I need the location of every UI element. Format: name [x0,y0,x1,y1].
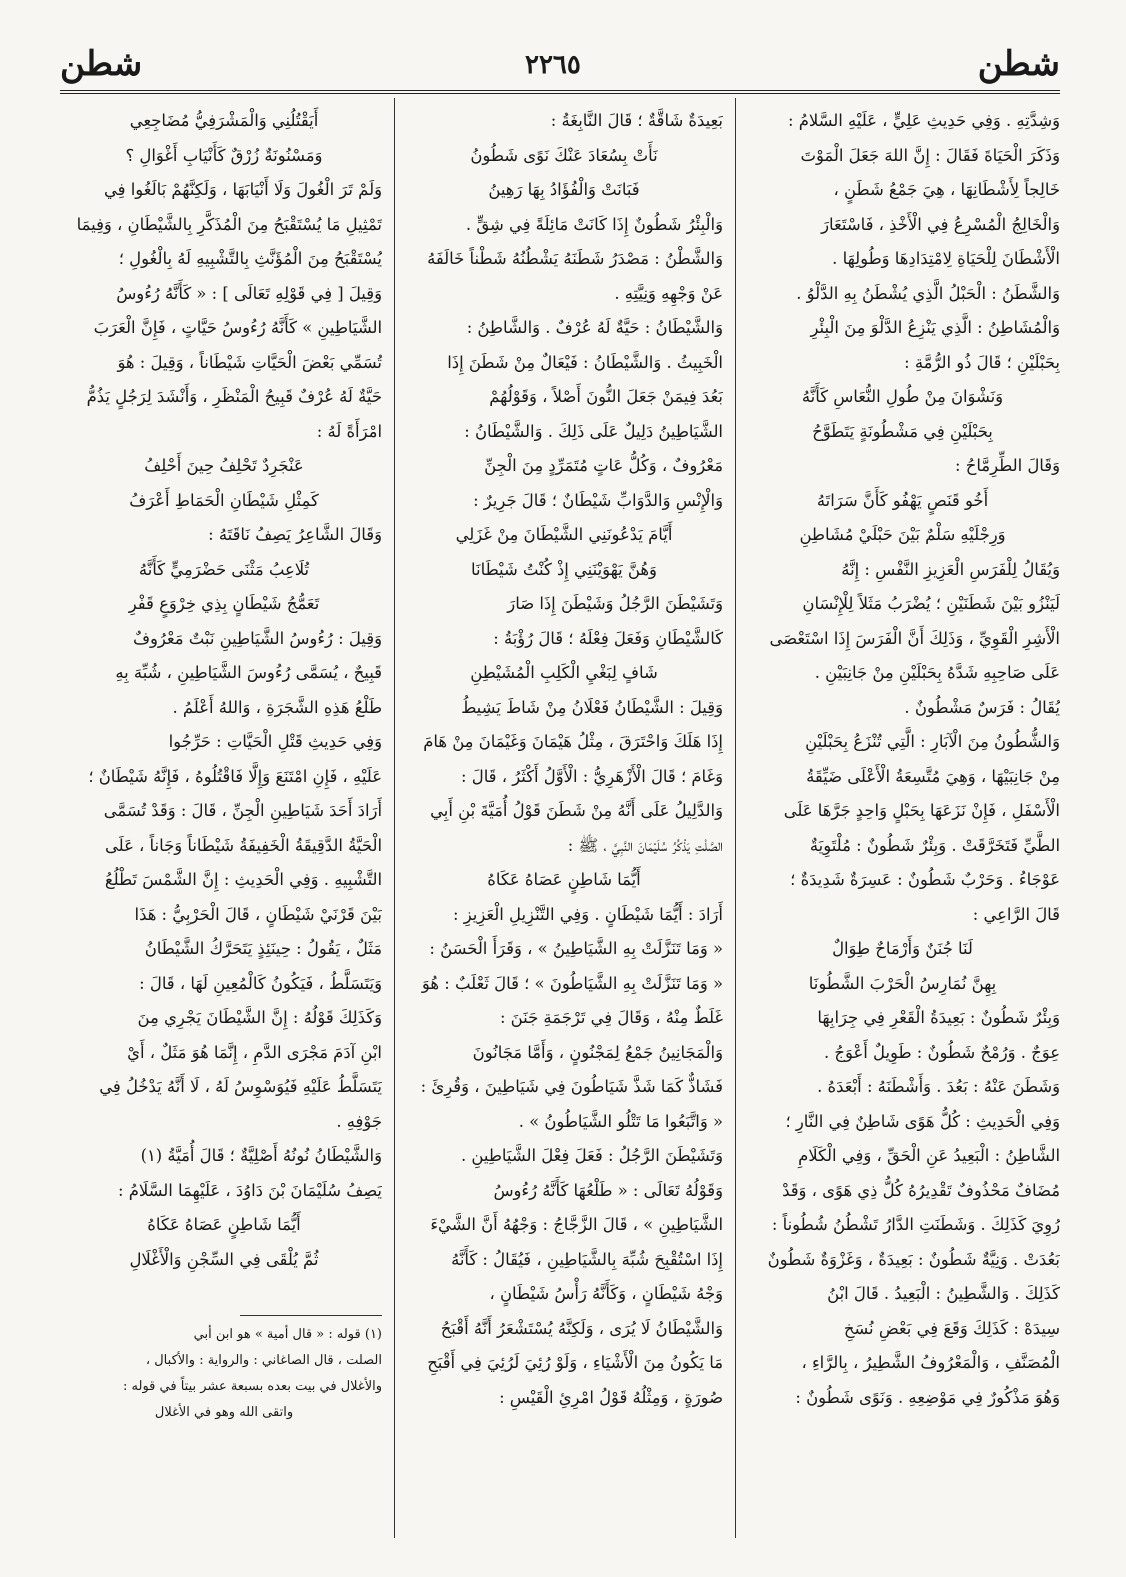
text-line: وَقَوْلُهُ تَعَالَى : « طَلْعُهَا كَأَنَّهُ رُءُوسُ [493,1180,723,1200]
text-line: وَذَكَرَ الْحَيَاةَ فَقَالَ : إِنَّ اللهَ جَعَلَ الْمَوْتَ [800,145,1060,165]
column-middle [405,104,723,1534]
text-line: عَنْجَرِدٌ تَحْلِفُ حِينَ أَحْلِفُ [144,456,304,475]
text-line: وَنَشْوَانَ مِنْ طُولِ النُّعَاسِ كَأَنَّهُ [801,387,1004,406]
text-line: الْحَيَّةُ الدَّقِيقَةُ الْخَفِيفَةُ شَيْطَاناً وَجَاناً ، عَلَى [104,835,382,855]
text-line: وَشِدَّتِهِ . وَفِي حَدِيثِ عَلِيٍّ ، عَلَيْهِ السَّلامُ : [787,111,1060,130]
text-line: تَعَمُّجُ شَيْطَانٍ بِذِي خِرْوَعٍ قَفْرِ [128,594,320,613]
text-line: نَأَتْ بِسُعَادَ عَنْكَ نَوًى شَطُونُ [470,145,658,165]
text-line: الشَّيَاطِينِ » كَأَنَّهُ رُءُوسُ حَيَّاتٍ ، فَإِنَّ الْعَرَبَ [93,318,382,337]
text-line: ثُمَّ يُلْقَى فِي السِّجْنِ وَالْأَغْلَالِ [129,1249,319,1269]
text-line: الْأَسْفَلِ ، فَإِنْ نَزَعَهَا بِحَبْلٍ وَاحِدٍ جَرَّهَا عَلَى [783,801,1060,820]
footnote [66,1322,382,1426]
text-line: مَا يَكُونُ مِنَ الْأَشْيَاءِ ، وَلَوْ رُئِيَ لَرُئِيَ فِي أَقْبَحِ [427,1353,723,1372]
text-line: الطَّيِّ فَتَخَرَّقَتْ . وَبِئْرٌ شَطُونٌ : مُلْتَوِيَةٌ [809,835,1060,855]
header-word-right: شطن [977,44,1060,84]
header-word-left: شطن [60,44,143,84]
text-line: وَفِي الْحَدِيثِ : كُلُّ هَوًى شَاطِنٌ فِي النَّارِ ؛ [785,1111,1060,1131]
text-line: تُسَمِّي بَعْضَ الْحَيَّاتِ شَيْطَاناً ، وَقِيلَ : هُوَ [117,352,382,372]
text-line: عَلَى صَاحِبِهِ شَدَّهُ بِحَبْلَيْنِ مِنْ جَانِبَيْنِ . [814,663,1060,682]
text-line: تُلَاعِبُ مَثْنَى حَضْرَمِيٍّ كَأَنَّهُ [138,559,310,579]
text-line: وَالْخَالِجُ الْمُسْرِعُ فِي الْأَخْذِ ، فَاسْتَعَارَ [821,214,1060,234]
text-line: وَمَسْنُونَةٌ زُرْقٌ كَأَنْيَابِ أَغْوَالِ ؟ [125,145,323,165]
text-line: حَيَّةٌ لَهُ عُرْفٌ قَبِيحُ الْمَنْظَرِ ، وَأَنْشَدَ لِرَجُلٍ يَذُمُّ [86,387,382,406]
text-line: وَرِجْلَيْهِ سَلْمٌ بَيْنَ حَبْلَيْ مُشَاطِنِ [799,525,1006,544]
text-line: وَلَمْ تَرَ الْغُولَ وَلَا أَنْيَابَهَا ، وَلَكِنَّهُمْ بَالَغُوا فِي [103,180,382,199]
text-line: وَقَالَ الطِّرِمَّاحُ : [955,456,1060,475]
footnote-line: والأغلال في بيت بعده بسبعة عشر بيتاً في قوله : [123,1379,382,1394]
text-line: الشَّيَاطِينِ » ، قَالَ الزَّجَّاجُ : وَجْهُهُ أَنَّ الشَّيْءَ [430,1215,723,1234]
text-line: « وَمَا تَنَزَّلَتْ بِهِ الشَّيَاطُونَ » ؛ قَالَ ثَعْلَبٌ : هُوَ [421,973,723,993]
text-line: يُقَالُ : فَرَسٌ مَشْطُونٌ . [904,697,1060,717]
text-line: طَلْعُ هَذِهِ الشَّجَرَةِ ، وَاللهُ أَعْلَمُ . [172,697,382,717]
text-line: أَرَادَ أَحَدَ شَيَاطِينِ الْجِنِّ ، قَالَ : وَقَدْ تُسَمَّى [103,801,382,820]
text-line: وَالْمَجَانِينُ جَمْعُ لِمَجْنُونٍ ، وَأَمَّا مَجَانُونَ [472,1042,723,1062]
text-line: فَبَانَتْ وَالْفُؤَادُ بِهَا رَهِينُ [488,180,640,199]
text-line: وَيُقَالُ لِلْفَرَسِ الْعَزِيزِ النَّفْسِ : إِنَّهُ [841,559,1060,579]
text-line: الشَّاطِنُ : الْبَعِيدُ عَنِ الْحَقِّ ، وَفِي الْكَلَامِ [798,1146,1060,1165]
page-header [60,40,1060,96]
text-line: غَلَطٌ مِنْهُ ، وَقَالَ فِي تَرْجَمَةِ جَنَنَ : [499,1008,723,1027]
text-line: إِذَا هَلَكَ وَاحْتَرَقَ ، مِثْلُ هَيْمَانَ وَغَيْمَانَ مِنْ هَامَ [423,732,723,751]
text-line: مَعْرُوفٌ ، وَكُلُّ عَاتٍ مُتَمَرِّدٍ مِنَ الْجِنِّ [484,456,723,475]
text-line: أَرَادَ : أَيُّمَا شَيْطَانٍ . وَفِي التَّنْزِيلِ الْعَزِيزِ : [453,904,723,924]
text-line: وَقِيلَ : رُءُوسُ الشَّيَاطِينِ نَبْتٌ مَعْرُوفٌ [132,628,382,648]
text-line: كَمِثْلِ شَيْطَانِ الْحَمَاطِ أَعْرَفُ [129,490,319,510]
text-line: وَقِيلَ [ فِي قَوْلِهِ تَعَالَى ] : « كَأَنَّهُ رُءُوسُ [116,283,382,303]
column-divider [394,98,395,1538]
text-line: الشَّيَاطِينُ دَلِيلٌ عَلَى ذَلِكَ . وَالشَّيْطَانُ : [464,421,723,441]
text-line: جَوْفِهِ . [336,1111,382,1131]
text-line: شَافٍ لِبَغْيِ الْكَلِبِ الْمُشَيْطِنِ [470,663,658,682]
column-divider [735,98,736,1538]
text-line: مِنْ جَانِبَيْهَا ، وَهِيَ مُتَّسِعَةُ الْأَعْلَى ضَيِّقَةُ [806,766,1060,786]
text-line: « وَاتَّبَعُوا مَا تَتْلُو الشَّيَاطُونُ » . [518,1111,723,1131]
header-rule [60,90,1060,94]
text-line: وَقَالَ الشَّاعِرُ يَصِفُ نَاقَتَهُ : [208,525,382,544]
text-line: امْرَأَةً لَهُ : [316,421,382,441]
column-left [66,104,382,1309]
text-line: تَمْثِيلِ مَا يُسْتَقْبَحُ مِنَ الْمُذَكَّرِ بِالشَّيْطَانِ ، وَفِيمَا [76,214,382,234]
text-line: يَتَسَلَّطُ عَلَيْهِ فَيُوَسْوِسُ لَهُ ، لَا أَنَّهُ يَدْخُلُ فِي [99,1077,382,1096]
text-line: كَالشَّيْطَانِ وَفَعَلَ فِعْلَهُ ؛ قَالَ رُؤْبَةُ : [493,628,723,648]
text-line: أَخُو قَنَصٍ يَهْفُو كَأَنَّ سَرَاتَهُ [816,490,989,510]
text-line: كَذَلِكَ . وَالشَّطِينُ : الْبَعِيدُ . قَالَ ابْنُ [827,1284,1060,1303]
text-line: عَنْ وَجْهِهِ وَنِيَّتِهِ . [614,283,723,303]
text-line: الْمُصَنَّفِ ، وَالْمَعْرُوفُ الشَّطِيرُ ، بِالرَّاءِ ، [801,1353,1060,1372]
text-line: لَنَا جُنَنٌ وَأَرْمَاحٌ طِوَالٌ [832,939,973,958]
text-line: أَيُّمَا شَاطِنٍ عَصَاهُ عَكَاهُ [147,1215,301,1234]
text-line: وَالشَّيْطَانُ : حَيَّةٌ لَهُ عُرْفٌ . وَالشَّاطِنُ : [466,318,723,337]
text-line: وَغَامَ ؛ قَالَ الْأَزْهَرِيُّ : الْأَوَّلُ أَكْثَرُ ، قَالَ : [461,766,723,786]
text-line: وَفِي حَدِيثِ قَتْلِ الْحَيَّاتِ : حَرِّجُوا [168,732,382,751]
text-line: أَيُّمَا شَاطِنٍ عَصَاهُ عَكَاهُ [487,870,641,889]
text-line: وَالْإِنْسِ وَالدَّوَابِّ شَيْطَانٌ ؛ قَالَ جَرِيرٌ : [473,490,723,510]
text-line: « وَمَا تَنَزَّلَتْ بِهِ الشَّيَاطِينُ » ، وَقَرَأَ الْحَسَنُ : [429,939,723,958]
text-line: بَعُدَ فِيمَنْ جَعَلَ النُّونَ أَصْلاً ، وَقَوْلُهُمْ [489,387,723,406]
text-line: يَصِفُ سُلَيْمَانَ بْنَ دَاوُدَ ، عَلَيْهِمَا السَّلَامُ : [117,1180,382,1200]
text-line: الْخَبِيثُ . وَالشَّيْطَانُ : فَيْعَالٌ مِنْ شَطَنَ إِذَا [447,352,723,372]
text-line: التَّشْبِيهِ . وَفِي الْحَدِيثِ : إِنَّ الشَّمْسَ تَطْلُعُ [104,870,382,889]
text-line: بِهِنَّ نُمَارِسُ الْحَرْبَ الشَّطُونَا [808,973,997,993]
text-line: سِيدَهْ : كَذَلِكَ وَقَعَ فِي بَعْضِ نُسَخِ [843,1318,1060,1338]
footnote-line: واتقى الله وهو في الأغلال [154,1405,294,1420]
text-line: قَالَ الرَّاعِي : [972,904,1060,924]
text-line: إِذَا اسْتُقْبِحَ شُبِّهَ بِالشَّيَاطِينِ ، فَيُقَالُ : كَأَنَّهُ [451,1249,723,1269]
text-line: بَعِيدَةٌ شَاقَّةٌ ؛ قَالَ النَّابِغَةُ : [550,111,723,130]
text-line: الصَّلْتِ يَذْكُرُ سُلَيْمَانَ النَّبِيَّ ، ﷺ : [567,835,723,855]
text-line: وَيَتَسَلَّطُ ، فَيَكُونُ كَالْمُعِينِ لَهَا ، قَالَ : [139,973,382,993]
text-line: عِوَجٌ . وَرُمْحٌ شَطُونٌ : طَوِيلٌ أَعْوَجُ . [824,1042,1060,1062]
text-line: رُوِيَ كَذَلِكَ . وَشَطَنَتِ الدَّارُ تَشْطُنُ شُطُوناً : [771,1215,1060,1234]
text-line: وَهُوَ مَذْكُورٌ فِي مَوْضِعِهِ . وَنَوًى شَطُونٌ : [795,1387,1060,1407]
text-line: الْأَشِرِ الْقَوِيِّ ، وَذَلِكَ أَنَّ الْفَرَسَ إِذَا اسْتَعْصَى [769,628,1060,648]
text-line: ابْنِ آدَمَ مَجْرَى الدَّمِ ، إِنَّمَا هُوَ مَثَلٌ ، أَيْ [127,1042,382,1062]
text-line: وَبِئْرٌ شَطُونٌ : بَعِيدَةُ الْقَعْرِ فِي جِرَابِهَا [817,1008,1060,1027]
text-line: وَتَشَيْطَنَ الرَّجُلُ : فَعَلَ فِعْلَ الشَّيَاطِينِ . [461,1146,723,1165]
text-line: صُورَةٍ ، وَمِثْلُهُ قَوْلُ امْرِئِ الْقَيْسِ : [499,1387,723,1407]
text-line: وَالدَّلِيلُ عَلَى أَنَّهُ مِنْ شَطَنَ قَوْلُ أُمَيَّةَ بْنِ أَبِي [430,801,723,820]
text-line: وَالْمُشَاطِنُ : الَّذِي يَنْزِعُ الدَّلْوَ مِنَ الْبِئْرِ [810,318,1060,337]
text-line: فَشَاذٌّ كَمَا شَذَّ شَيَاطُونَ فِي شَيَاطِينَ ، وَقُرِئَ : [420,1077,723,1096]
text-line: وَجْهُ شَيْطَانٍ ، وَكَأَنَّهُ رَأْسُ شَيْطَانٍ ، [489,1284,723,1303]
column-right [745,104,1060,1534]
text-line: وَكَذَلِكَ قَوْلُهُ : إِنَّ الشَّيْطَانَ يَجْرِي مِنَ [137,1008,382,1027]
text-line: يُسْتَقْبَحُ مِنَ الْمُؤَنَّثِ بِالتَّشْبِيهِ لَهُ بِالْغُولِ ؛ [118,249,382,268]
text-line: بِحَبْلَيْنِ فِي مَشْطُونَةٍ يَتَطَوَّحُ [812,421,993,441]
footnote-rule [240,1315,382,1316]
text-line: عَوْجَاءُ . وَحَرْبٌ شَطُونٌ : عَسِرَةٌ شَدِيدَةٌ ؛ [790,870,1060,889]
text-line: وَقِيلَ : الشَّيْطَانُ فَعْلَانُ مِنْ شَاطَ يَشِيطُ [461,697,723,717]
text-line: أَيَقْتُلُنِي وَالْمَشْرَفِيُّ مُضَاجِعِي [129,111,319,130]
text-line: وَشَطَنَ عَنْهُ : بَعُدَ . وَأَشْطَنَهُ : أَبْعَدَهُ . [817,1077,1060,1096]
text-line: بِحَبْلَيْنِ ؛ قَالَ ذُو الرُّمَّةِ : [904,352,1060,372]
page-number: ٢٢٦٥ [525,50,581,80]
text-line: مُضَافٌ مَحْذُوفٌ تَقْدِيرُهُ كُلُّ ذِي هَوًى ، وَقَدْ [782,1180,1060,1200]
text-line: بَعُدَتْ . وَنِيَّةٌ شَطُونٌ : بَعِيدَةٌ ، وَغَزْوَةٌ شَطُونٌ [767,1249,1060,1269]
text-line: بَيْنَ قَرْنَيْ شَيْطَانٍ ، قَالَ الْحَرْبِيُّ : هَذَا [134,904,382,924]
text-line: وَالشَّيْطَانُ لَا يُرَى ، وَلَكِنَّهُ يُسْتَشْعَرُ أَنَّهُ أَقْبَحُ [440,1318,723,1338]
text-line: وَالشَّطَنُ : الْحَبْلُ الَّذِي يُشْطَنُ بِهِ الدَّلْوُ . [796,283,1060,303]
text-line: الْأَشْطَانَ لِلْحَيَاةِ لِامْتِدَادِهَا وَطُولِهَا . [832,249,1060,268]
footnote-line: الصلت ، قال الصاغاني : والرواية : والأكبال ، [145,1353,382,1368]
text-line: وَالشَّطْنُ : مَصْدَرُ شَطَنَهُ يَشْطُنُهُ شَطْناً خَالَفَهُ [427,249,723,268]
text-line: وَالشَّيْطَانُ نُونُهُ أَصْلِيَّةٌ ؛ قَالَ أُمَيَّةُ (١) [140,1146,382,1165]
text-line: وَالْبِئْرُ شَطُونٌ إِذَا كَانَتْ مَائِلَةً فِي شِقٍّ . [465,214,723,234]
text-line: أَيَّامَ يَدْعُونَنِي الشَّيْطَانَ مِنْ غَزَلِي [455,525,673,544]
footnote-line: (١) قوله : « قال أمية » هو ابن أبي [193,1327,382,1342]
text-line: عَلَيْهِ ، فَإِنِ امْتَنَعَ وَإِلَّا فَاقْتُلُوهُ ، فَإِنَّهُ شَيْطَانٌ ؛ [88,766,382,786]
text-line: وَتَشَيْطَنَ الرَّجُلُ وَشَيْطَنَ إِذَا صَارَ [507,594,723,613]
text-line: قَبِيحٌ ، يُسَمَّى رُءُوسَ الشَّيَاطِينِ ، شُبِّهَ بِهِ [115,663,382,682]
text-line: لَيَنْزُو بَيْنَ شَطَنَيْنِ ؛ يُضْرَبُ مَثَلاً لِلْإِنْسَانِ [802,594,1060,613]
text-line: خَالِجاً لِأَشْطَانِهَا ، هِيَ جَمْعُ شَطَنٍ ، [833,180,1060,199]
text-line: وَالشُّطُونُ مِنَ الْآبَارِ : الَّتِي تُنْزَعُ بِحَبْلَيْنِ [805,732,1060,751]
text-line: وَهُنَّ يَهْوَيْنَنِي إِذْ كُنْتُ شَيْطَانَا [471,559,657,579]
text-line: مَثَلٌ ، يَقُولُ : حِينَئِذٍ يَتَحَرَّكُ الشَّيْطَانُ [144,939,382,958]
